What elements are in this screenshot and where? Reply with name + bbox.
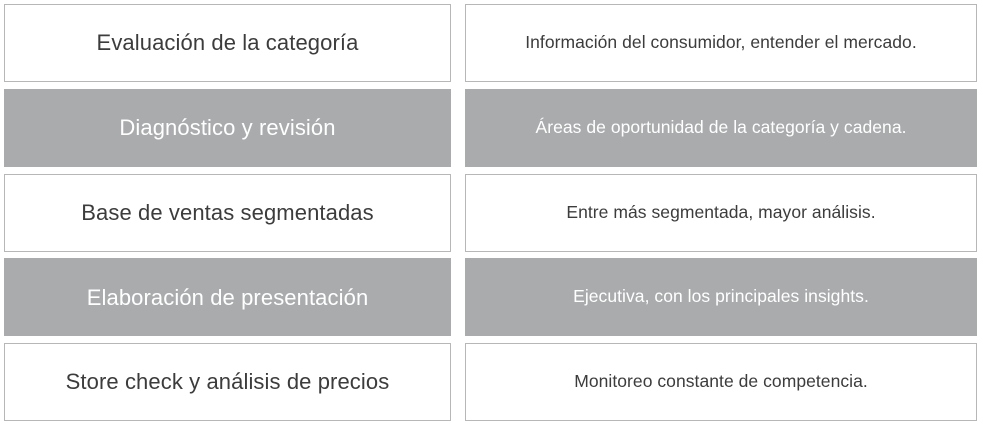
column-gap — [451, 89, 465, 167]
column-gap — [451, 4, 465, 82]
row-title-cell — [4, 4, 451, 82]
row-detail-cell — [465, 89, 977, 167]
column-gap — [451, 343, 465, 421]
row-title: Diagnóstico y revisión — [119, 115, 336, 140]
row-detail-cell — [465, 4, 977, 82]
table-row — [4, 343, 977, 421]
row-title: Store check y análisis de precios — [65, 369, 390, 395]
row-detail: Ejecutiva, con los principales insights. — [573, 286, 869, 307]
column-gap — [451, 258, 465, 336]
row-detail-cell — [465, 174, 977, 252]
row-title-cell — [4, 174, 451, 252]
row-detail: Monitoreo constante de competencia. — [574, 371, 868, 392]
row-detail: Áreas de oportunidad de la categoría y cadena. — [535, 116, 907, 137]
row-title-cell — [4, 89, 451, 167]
table-row — [4, 89, 977, 167]
column-gap — [451, 174, 465, 252]
row-title: Base de ventas segmentadas — [81, 199, 374, 225]
table-row — [4, 258, 977, 336]
table-row — [4, 174, 977, 252]
row-title: Evaluación de la categoría — [96, 30, 359, 56]
row-detail-cell — [465, 343, 977, 421]
row-title: Elaboración de presentación — [86, 284, 369, 310]
row-detail-cell — [465, 258, 977, 336]
row-detail: Información del consumidor, entender el mercado. — [525, 32, 917, 53]
row-title-cell — [4, 258, 451, 336]
row-title-cell — [4, 343, 451, 421]
table-row — [4, 4, 977, 82]
row-detail: Entre más segmentada, mayor análisis. — [566, 201, 876, 222]
